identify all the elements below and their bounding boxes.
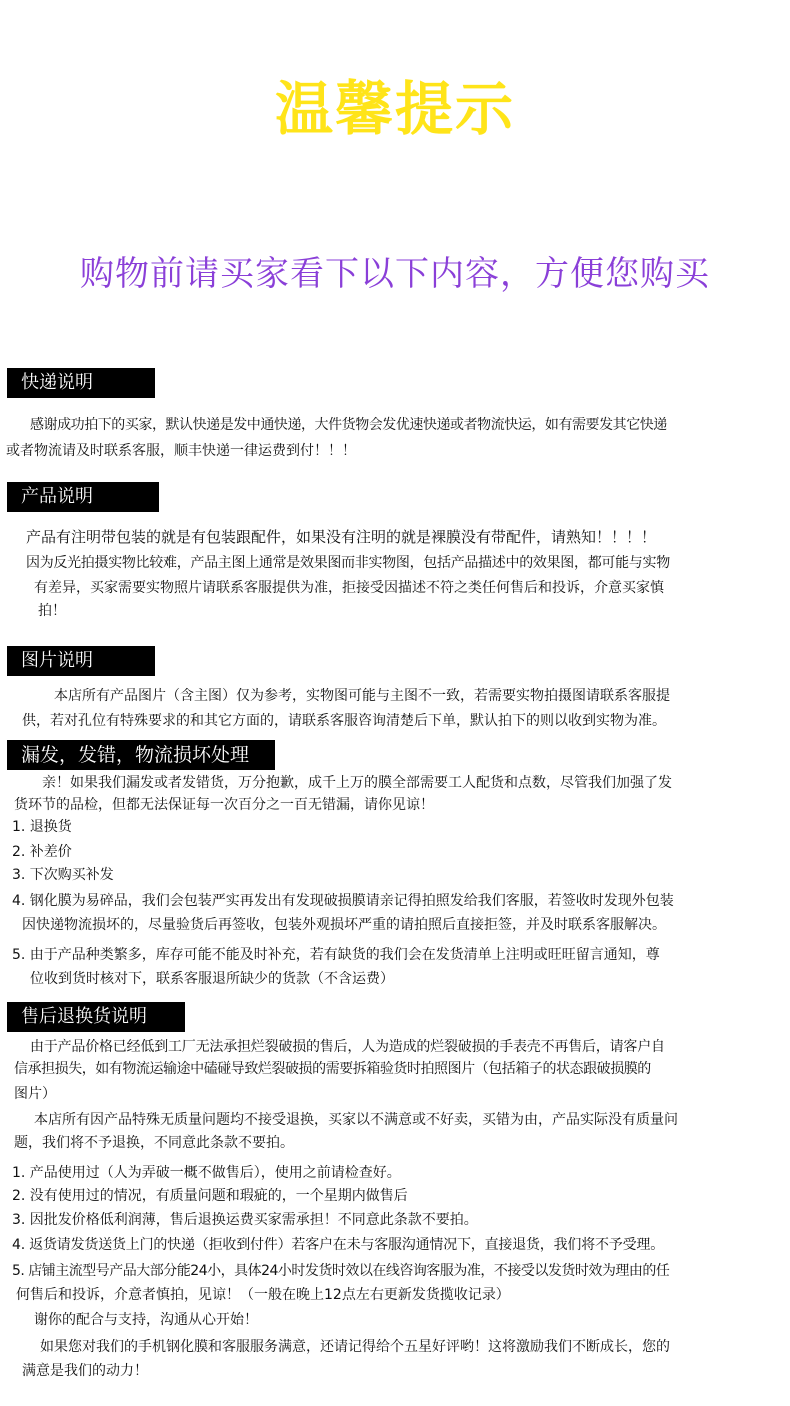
section-heading-express: 快递说明 <box>7 368 155 398</box>
section-heading-errors: 漏发，发错，物流损坏处理 <box>7 740 275 770</box>
aftersale-item-5-line-2: 何售后和投诉，介意者慎拍，见谅！（一般在晚上12点左右更新发货揽收记录） <box>16 1287 510 1303</box>
product-line-4: 拍！ <box>38 603 66 619</box>
errors-item-5-line-2: 位收到货时核对下，联系客服退所缺少的货款（不含运费） <box>30 971 394 987</box>
errors-item-5-line-1: 5. 由于产品种类繁多，库存可能不能及时补充，若有缺货的我们会在发货清单上注明或旺旺留言通知，尊 <box>12 947 660 963</box>
errors-line-1: 亲！如果我们漏发或者发错货，万分抱歉，成千上万的膜全部需要工人配货和点数，尽管我们加强了发 <box>42 775 672 791</box>
section-heading-aftersale: 售后退换货说明 <box>7 1002 185 1032</box>
errors-line-2: 货环节的品检，但都无法保证每一次百分之一百无错漏，请你见谅！ <box>14 797 434 813</box>
section-heading-product: 产品说明 <box>7 482 159 512</box>
aftersale-item-1: 1. 产品使用过（人为弄破一概不做售后），使用之前请检查好。 <box>12 1165 401 1181</box>
express-line-2: 或者物流请及时联系客服，顺丰快递一律运费到付！！！ <box>6 443 356 459</box>
errors-item-3: 3. 下次购买补发 <box>12 867 114 883</box>
aftersale-line-5: 题，我们将不予退换，不同意此条款不要拍。 <box>14 1135 294 1151</box>
section-heading-images: 图片说明 <box>7 646 155 676</box>
product-line-1: 产品有注明带包装的就是有包装跟配件，如果没有注明的就是裸膜没有带配件，请熟知！！！！ <box>26 528 657 546</box>
aftersale-item-3: 3. 因批发价格低利润薄，售后退换运费买家需承担！不同意此条款不要拍。 <box>12 1212 478 1228</box>
aftersale-line-4: 本店所有因产品特殊无质量问题均不接受退换，买家以不满意或不好卖，买错为由，产品实际没有质量问 <box>34 1112 678 1128</box>
errors-item-2: 2. 补差价 <box>12 844 72 860</box>
product-line-3: 有差异，买家需要实物照片请联系客服提供为准，拒接受因描述不符之类任何售后和投诉，介意买家慎 <box>34 580 664 596</box>
product-line-2: 因为反光拍摄实物比较难，产品主图上通常是效果图而非实物图，包括产品描述中的效果图，都可能与实物 <box>26 555 670 571</box>
aftersale-thanks-line: 谢你的配合与支持，沟通从心开始！ <box>34 1312 258 1328</box>
page-subtitle: 购物前请买家看下以下内容，方便您购买 <box>80 254 710 294</box>
page-title: 温馨提示 <box>274 75 515 143</box>
aftersale-review-line-1: 如果您对我们的手机钢化膜和客服服务满意，还请记得给个五星好评哟！这将激励我们不断成长，您的 <box>40 1339 670 1355</box>
errors-item-4-line-1: 4. 钢化膜为易碎品，我们会包装严实再发出有发现破损膜请亲记得拍照发给我们客服，若签收时发现外包装 <box>12 893 674 909</box>
aftersale-item-4: 4. 返货请发货送货上门的快递（拒收到付件）若客户在未与客服沟通情况下，直接退货，我们将不予受理。 <box>12 1237 665 1253</box>
images-line-1: 本店所有产品图片（含主图）仅为参考，实物图可能与主图不一致，若需要实物拍摄图请联系客服提 <box>54 688 670 704</box>
images-line-2: 供，若对孔位有特殊要求的和其它方面的，请联系客服咨询清楚后下单，默认拍下的则以收到实物为准。 <box>22 713 666 729</box>
aftersale-line-1: 由于产品价格已经低到工厂无法承担烂裂破损的售后，人为造成的烂裂破损的手表壳不再售后，请客户自 <box>30 1039 665 1055</box>
aftersale-item-5-line-1: 5. 店铺主流型号产品大部分能24小，具体24小时发货时效以在线咨询客服为准，不接受以发货时效为理由的任 <box>12 1263 670 1279</box>
aftersale-review-line-2: 满意是我们的动力！ <box>22 1363 148 1379</box>
aftersale-line-3: 图片） <box>14 1086 56 1102</box>
errors-item-1: 1. 退换货 <box>12 819 72 835</box>
express-line-1: 感谢成功拍下的买家，默认快递是发中通快递，大件货物会发优速快递或者物流快运，如有需要发其它快递 <box>30 417 667 433</box>
errors-item-4-line-2: 因快递物流损坏的，尽量验货后再签收，包装外观损坏严重的请拍照后直接拒签，并及时联系客服解决。 <box>22 917 666 933</box>
aftersale-item-2: 2. 没有使用过的情况，有质量问题和瑕疵的，一个星期内做售后 <box>12 1188 408 1204</box>
aftersale-line-2: 信承担损失，如有物流运输途中磕碰导致烂裂破损的需要拆箱验货时拍照图片（包括箱子的状态跟破损膜的 <box>14 1061 651 1077</box>
